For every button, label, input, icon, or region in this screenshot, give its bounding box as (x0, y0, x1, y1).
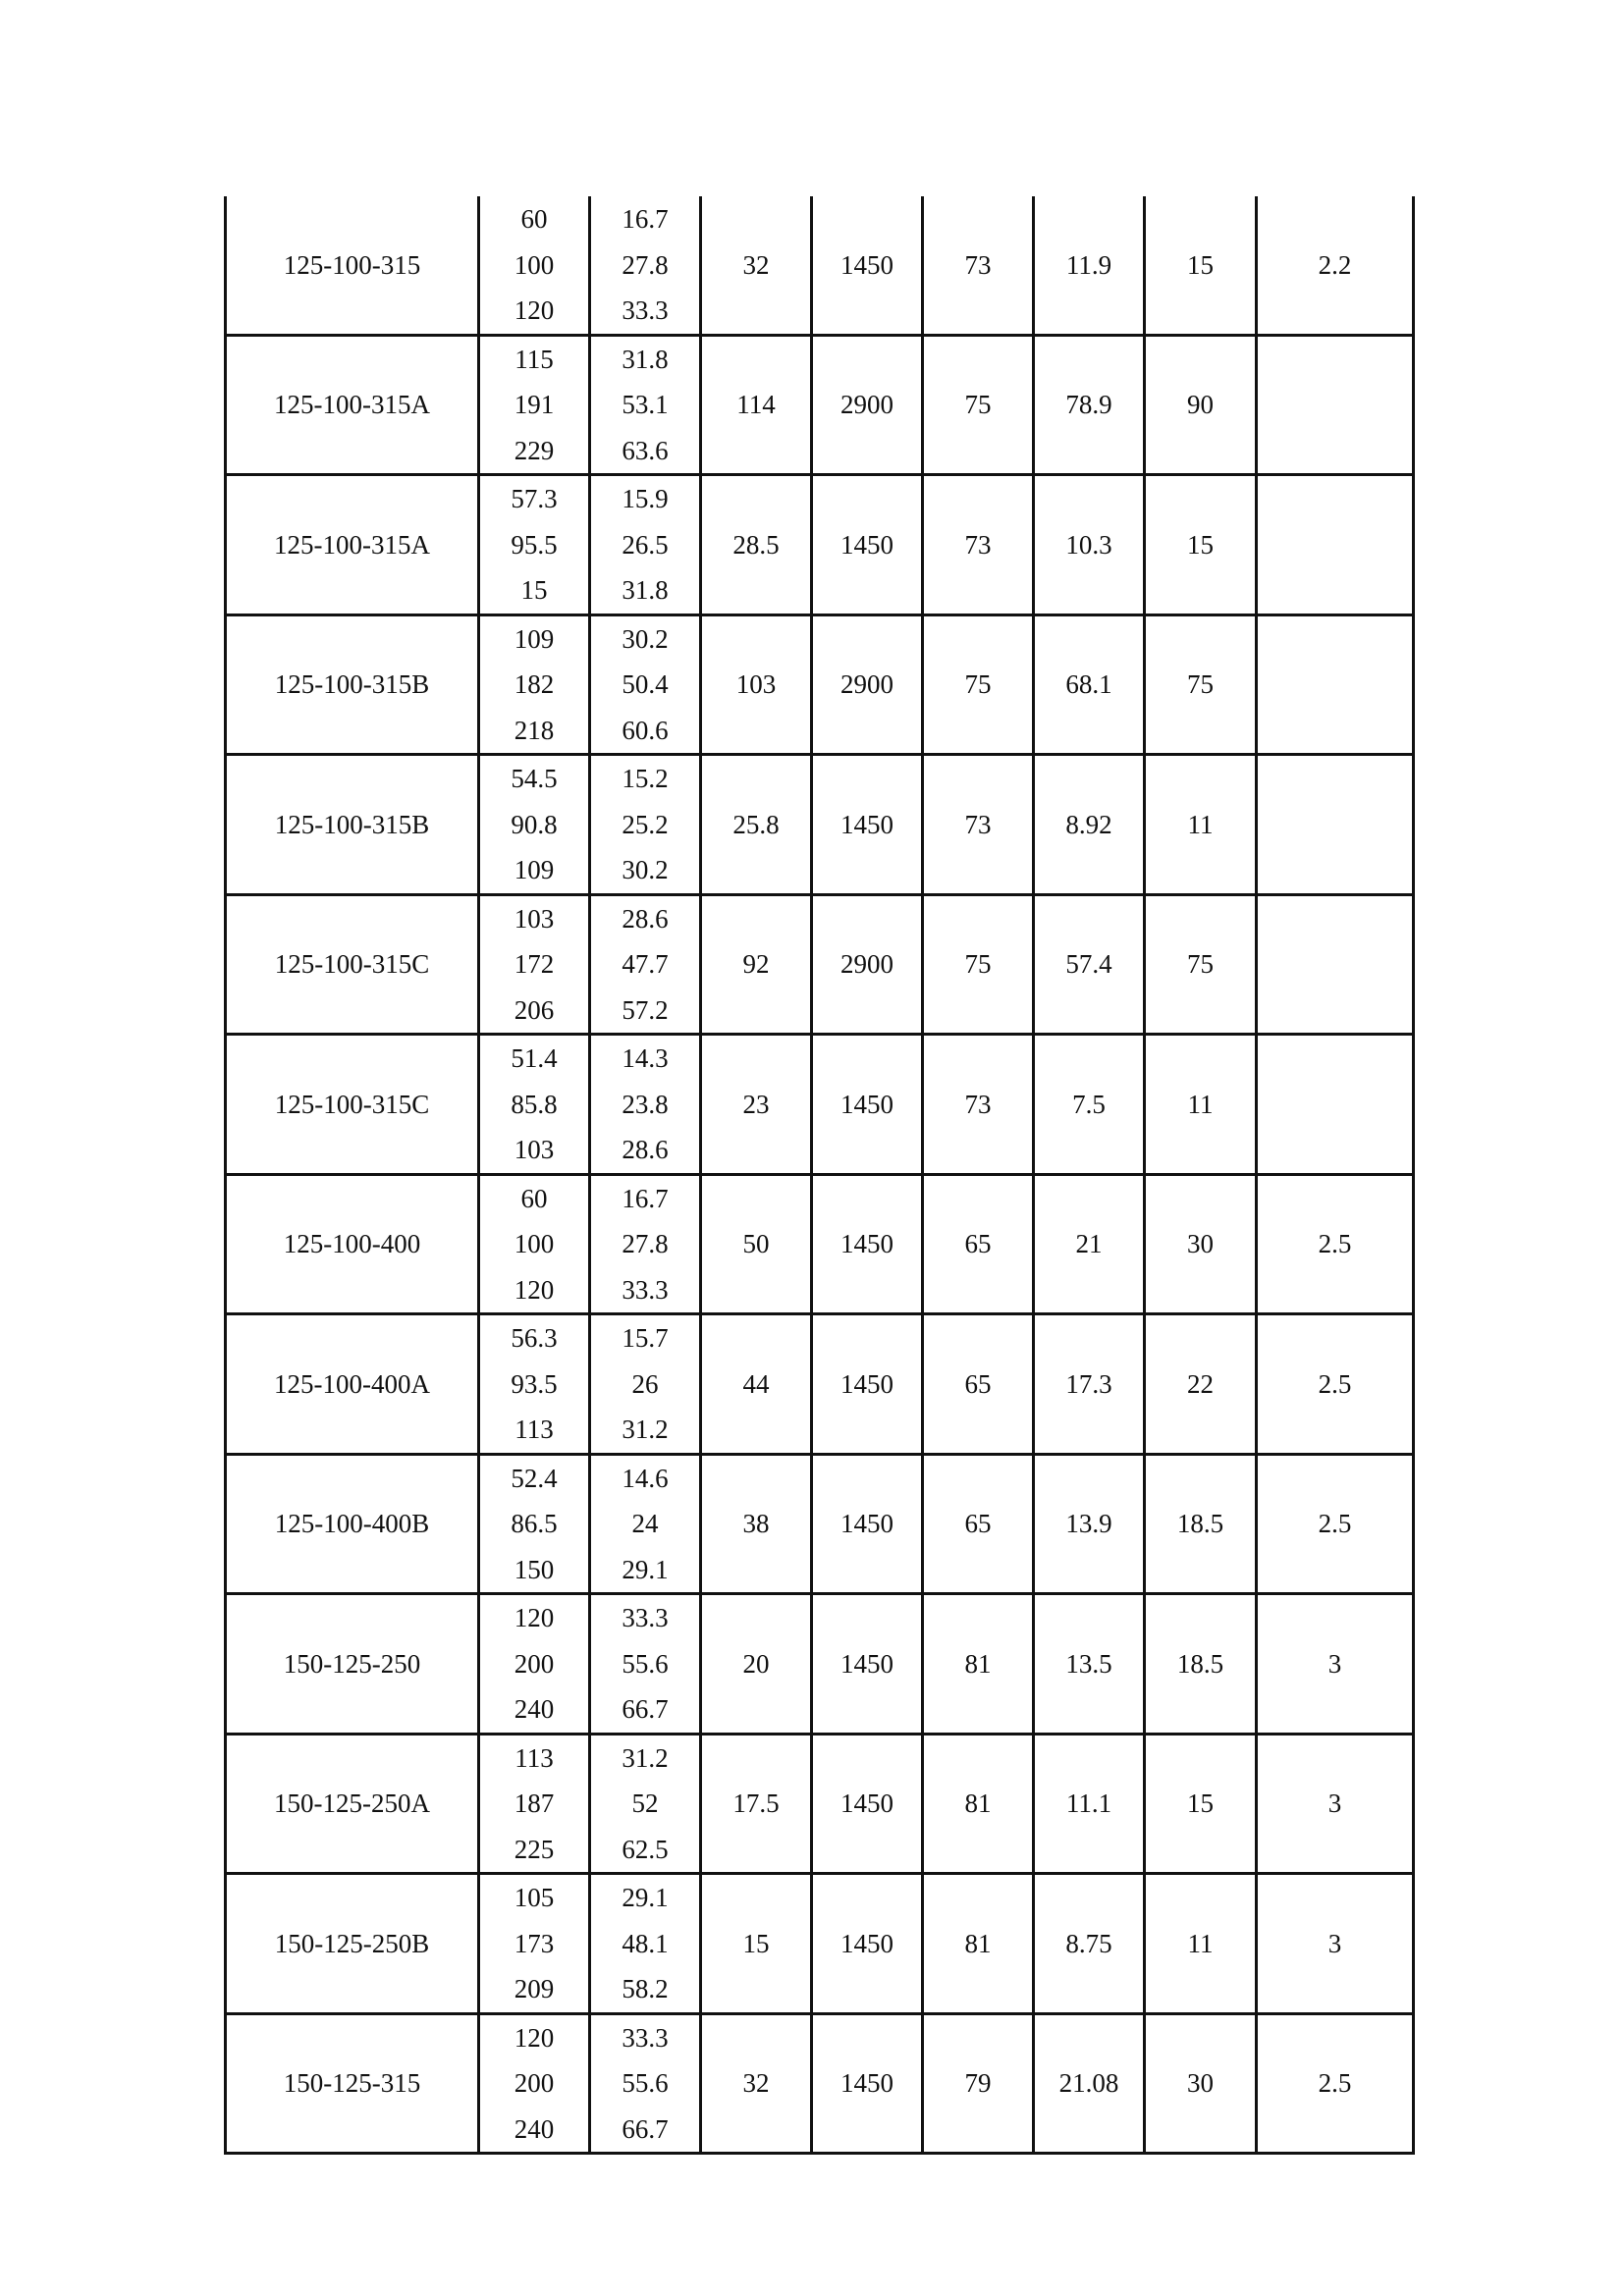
cell-value-line: 105 (514, 1883, 555, 1912)
cell-value-line: 16.7 (622, 1183, 669, 1213)
npsh-cell (1257, 475, 1414, 615)
cell-value-line: 27.8 (622, 1229, 669, 1258)
table-row (226, 1874, 1414, 2014)
npsh-cell (1257, 335, 1414, 475)
flow-secondary-values-cell (590, 1174, 701, 1314)
cell-value-line: 53.1 (622, 390, 669, 419)
model-cell: 125-100-315A (226, 335, 479, 475)
npsh-cell: 2.2 (1257, 196, 1414, 335)
efficiency-cell: 81 (923, 1594, 1034, 1735)
efficiency-cell: 81 (923, 1874, 1034, 2014)
motor-power-cell: 11 (1145, 755, 1257, 895)
cell-value-line: 172 (514, 949, 555, 979)
speed-cell: 1450 (812, 1035, 923, 1175)
flow-values-cell (479, 335, 590, 475)
speed-cell: 2900 (812, 614, 923, 755)
cell-value-line: 86.5 (511, 1509, 558, 1538)
cell-value-line: 31.8 (622, 344, 669, 374)
flow-values-cell (479, 196, 590, 335)
cell-value-line: 31.8 (622, 575, 669, 605)
speed-cell: 2900 (812, 894, 923, 1035)
efficiency-cell: 65 (923, 1174, 1034, 1314)
cell-value-line: 182 (514, 669, 555, 699)
table-row (226, 1454, 1414, 1594)
model-cell: 125-100-400B (226, 1454, 479, 1594)
cell-value-line: 60 (520, 204, 548, 234)
flow-values-cell (479, 1734, 590, 1874)
efficiency-cell: 75 (923, 894, 1034, 1035)
cell-value-line: 30.2 (622, 855, 669, 884)
speed-cell: 1450 (812, 1174, 923, 1314)
npsh-cell: 2.5 (1257, 2013, 1414, 2154)
cell-value-line: 23.8 (622, 1089, 669, 1119)
cell-value-line: 55.6 (622, 2068, 669, 2098)
flow-secondary-values-cell (590, 614, 701, 755)
flow-secondary-values-cell (590, 1454, 701, 1594)
motor-power-cell: 22 (1145, 1314, 1257, 1455)
cell-value-line: 66.7 (622, 1694, 669, 1724)
cell-value-line: 66.7 (622, 2113, 669, 2144)
motor-power-cell: 30 (1145, 1174, 1257, 1314)
flow-values-cell (479, 1174, 590, 1314)
cell-value-line: 29.1 (622, 1554, 669, 1584)
head-cell: 44 (701, 1314, 812, 1455)
cell-value-line: 218 (514, 715, 555, 745)
flow-values-cell (479, 1035, 590, 1175)
shaft-power-cell: 57.4 (1034, 894, 1145, 1035)
model-cell: 150-125-315 (226, 2013, 479, 2154)
cell-value-line: 16.7 (622, 204, 669, 234)
cell-value-line: 103 (514, 1135, 555, 1164)
npsh-cell: 3 (1257, 1874, 1414, 2014)
cell-value-line: 240 (514, 1694, 555, 1724)
cell-value-line: 103 (514, 903, 555, 934)
model-cell: 150-125-250B (226, 1874, 479, 2014)
cell-value-line: 209 (514, 1974, 555, 2003)
table-row (226, 335, 1414, 475)
cell-value-line: 27.8 (622, 249, 669, 280)
cell-value-line: 56.3 (511, 1323, 558, 1353)
speed-cell: 1450 (812, 1454, 923, 1594)
cell-value-line: 52.4 (511, 1463, 558, 1493)
flow-values-cell (479, 475, 590, 615)
flow-values-cell (479, 755, 590, 895)
npsh-cell: 2.5 (1257, 1454, 1414, 1594)
cell-value-line: 26.5 (622, 529, 669, 560)
npsh-cell (1257, 614, 1414, 755)
efficiency-cell: 79 (923, 2013, 1034, 2154)
npsh-cell (1257, 1035, 1414, 1175)
cell-value-line: 120 (514, 1603, 555, 1632)
model-cell: 125-100-315C (226, 894, 479, 1035)
npsh-cell: 3 (1257, 1734, 1414, 1874)
efficiency-cell: 65 (923, 1454, 1034, 1594)
cell-value-line: 15.2 (622, 764, 669, 793)
cell-value-line: 51.4 (511, 1043, 558, 1073)
cell-value-line: 15.9 (622, 484, 669, 513)
flow-secondary-values-cell (590, 335, 701, 475)
table-row (226, 1035, 1414, 1175)
cell-value-line: 52 (631, 1789, 659, 1818)
shaft-power-cell: 13.9 (1034, 1454, 1145, 1594)
cell-value-line: 109 (514, 855, 555, 884)
npsh-cell: 2.5 (1257, 1174, 1414, 1314)
cell-value-line: 150 (514, 1554, 555, 1584)
shaft-power-cell: 7.5 (1034, 1035, 1145, 1175)
efficiency-cell: 73 (923, 755, 1034, 895)
head-cell: 114 (701, 335, 812, 475)
flow-secondary-values-cell (590, 2013, 701, 2154)
flow-secondary-values-cell (590, 1314, 701, 1455)
shaft-power-cell: 11.1 (1034, 1734, 1145, 1874)
cell-value-line: 62.5 (622, 1834, 669, 1864)
cell-value-line: 60.6 (622, 715, 669, 745)
flow-values-cell (479, 614, 590, 755)
cell-value-line: 14.3 (622, 1043, 669, 1073)
flow-values-cell (479, 1314, 590, 1455)
cell-value-line: 33.3 (622, 295, 669, 325)
flow-secondary-values-cell (590, 196, 701, 335)
cell-value-line: 50.4 (622, 669, 669, 699)
cell-value-line: 57.2 (622, 994, 669, 1025)
head-cell: 32 (701, 2013, 812, 2154)
head-cell: 38 (701, 1454, 812, 1594)
cell-value-line: 113 (514, 1415, 554, 1444)
cell-value-line: 30.2 (622, 623, 669, 654)
cell-value-line: 109 (514, 623, 555, 654)
cell-value-line: 28.6 (622, 1135, 669, 1164)
speed-cell: 1450 (812, 475, 923, 615)
cell-value-line: 90.8 (511, 809, 558, 839)
motor-power-cell: 15 (1145, 196, 1257, 335)
motor-power-cell: 90 (1145, 335, 1257, 475)
cell-value-line: 15 (520, 575, 548, 605)
flow-secondary-values-cell (590, 1594, 701, 1735)
motor-power-cell: 75 (1145, 894, 1257, 1035)
motor-power-cell: 11 (1145, 1035, 1257, 1175)
shaft-power-cell: 78.9 (1034, 335, 1145, 475)
motor-power-cell: 11 (1145, 1874, 1257, 2014)
cell-value-line: 225 (514, 1834, 555, 1864)
head-cell: 15 (701, 1874, 812, 2014)
table-row (226, 614, 1414, 755)
speed-cell: 1450 (812, 1734, 923, 1874)
table-row (226, 755, 1414, 895)
motor-power-cell: 30 (1145, 2013, 1257, 2154)
efficiency-cell: 73 (923, 475, 1034, 615)
cell-value-line: 15.7 (622, 1323, 669, 1353)
head-cell: 32 (701, 196, 812, 335)
flow-secondary-values-cell (590, 1734, 701, 1874)
table-row (226, 1734, 1414, 1874)
cell-value-line: 113 (514, 1742, 554, 1773)
cell-value-line: 240 (514, 2113, 555, 2144)
model-cell: 125-100-315 (226, 196, 479, 335)
motor-power-cell: 15 (1145, 1734, 1257, 1874)
model-cell: 125-100-400 (226, 1174, 479, 1314)
flow-values-cell (479, 1874, 590, 2014)
model-cell: 125-100-400A (226, 1314, 479, 1455)
head-cell: 20 (701, 1594, 812, 1735)
cell-value-line: 54.5 (511, 764, 558, 793)
cell-value-line: 25.2 (622, 809, 669, 839)
table-row (226, 1314, 1414, 1455)
model-cell: 125-100-315B (226, 755, 479, 895)
head-cell: 17.5 (701, 1734, 812, 1874)
cell-value-line: 120 (514, 2022, 555, 2053)
cell-value-line: 57.3 (511, 484, 558, 513)
cell-value-line: 33.3 (622, 1603, 669, 1632)
motor-power-cell: 18.5 (1145, 1454, 1257, 1594)
efficiency-cell: 73 (923, 196, 1034, 335)
cell-value-line: 33.3 (622, 1274, 669, 1305)
table-row (226, 2013, 1414, 2154)
efficiency-cell: 65 (923, 1314, 1034, 1455)
cell-value-line: 187 (514, 1789, 555, 1818)
head-cell: 25.8 (701, 755, 812, 895)
npsh-cell: 2.5 (1257, 1314, 1414, 1455)
motor-power-cell: 18.5 (1145, 1594, 1257, 1735)
table-row (226, 1174, 1414, 1314)
speed-cell: 1450 (812, 1314, 923, 1455)
pump-spec-table (224, 196, 1415, 2155)
npsh-cell: 3 (1257, 1594, 1414, 1735)
efficiency-cell: 75 (923, 335, 1034, 475)
shaft-power-cell: 8.75 (1034, 1874, 1145, 2014)
cell-value-line: 95.5 (511, 529, 558, 560)
head-cell: 92 (701, 894, 812, 1035)
speed-cell: 1450 (812, 755, 923, 895)
speed-cell: 1450 (812, 1594, 923, 1735)
flow-secondary-values-cell (590, 1874, 701, 2014)
cell-value-line: 28.6 (622, 903, 669, 934)
flow-values-cell (479, 1594, 590, 1735)
shaft-power-cell: 11.9 (1034, 196, 1145, 335)
cell-value-line: 60 (520, 1183, 548, 1213)
head-cell: 23 (701, 1035, 812, 1175)
table-row (226, 196, 1414, 335)
cell-value-line: 26 (631, 1368, 659, 1399)
table-row (226, 894, 1414, 1035)
cell-value-line: 100 (514, 249, 555, 280)
shaft-power-cell: 21.08 (1034, 2013, 1145, 2154)
model-cell: 150-125-250A (226, 1734, 479, 1874)
speed-cell: 1450 (812, 1874, 923, 2014)
cell-value-line: 55.6 (622, 1648, 669, 1679)
model-cell: 125-100-315B (226, 614, 479, 755)
cell-value-line: 85.8 (511, 1089, 558, 1119)
model-cell: 150-125-250 (226, 1594, 479, 1735)
flow-values-cell (479, 2013, 590, 2154)
npsh-cell (1257, 894, 1414, 1035)
motor-power-cell: 75 (1145, 614, 1257, 755)
cell-value-line: 200 (514, 2068, 555, 2098)
cell-value-line: 93.5 (511, 1368, 558, 1399)
cell-value-line: 229 (514, 435, 555, 465)
shaft-power-cell: 17.3 (1034, 1314, 1145, 1455)
table-body (226, 196, 1414, 2154)
cell-value-line: 48.1 (622, 1928, 669, 1958)
flow-secondary-values-cell (590, 475, 701, 615)
head-cell: 28.5 (701, 475, 812, 615)
shaft-power-cell: 21 (1034, 1174, 1145, 1314)
shaft-power-cell: 8.92 (1034, 755, 1145, 895)
flow-secondary-values-cell (590, 755, 701, 895)
efficiency-cell: 75 (923, 614, 1034, 755)
cell-value-line: 200 (514, 1648, 555, 1679)
cell-value-line: 191 (514, 390, 555, 419)
flow-secondary-values-cell (590, 894, 701, 1035)
flow-values-cell (479, 1454, 590, 1594)
cell-value-line: 120 (514, 295, 555, 325)
cell-value-line: 14.6 (622, 1463, 669, 1493)
speed-cell: 1450 (812, 196, 923, 335)
flow-values-cell (479, 894, 590, 1035)
cell-value-line: 206 (514, 994, 555, 1025)
head-cell: 50 (701, 1174, 812, 1314)
model-cell: 125-100-315C (226, 1035, 479, 1175)
cell-value-line: 31.2 (622, 1742, 669, 1773)
head-cell: 103 (701, 614, 812, 755)
cell-value-line: 24 (631, 1509, 659, 1538)
motor-power-cell: 15 (1145, 475, 1257, 615)
shaft-power-cell: 13.5 (1034, 1594, 1145, 1735)
model-cell: 125-100-315A (226, 475, 479, 615)
cell-value-line: 63.6 (622, 435, 669, 465)
cell-value-line: 33.3 (622, 2022, 669, 2053)
speed-cell: 2900 (812, 335, 923, 475)
efficiency-cell: 81 (923, 1734, 1034, 1874)
cell-value-line: 115 (514, 344, 554, 374)
cell-value-line: 173 (514, 1928, 555, 1958)
shaft-power-cell: 10.3 (1034, 475, 1145, 615)
npsh-cell (1257, 755, 1414, 895)
cell-value-line: 120 (514, 1274, 555, 1305)
table-row (226, 1594, 1414, 1735)
flow-secondary-values-cell (590, 1035, 701, 1175)
cell-value-line: 100 (514, 1229, 555, 1258)
table-row (226, 475, 1414, 615)
cell-value-line: 47.7 (622, 949, 669, 979)
efficiency-cell: 73 (923, 1035, 1034, 1175)
cell-value-line: 31.2 (622, 1415, 669, 1444)
cell-value-line: 29.1 (622, 1883, 669, 1912)
cell-value-line: 58.2 (622, 1974, 669, 2003)
shaft-power-cell: 68.1 (1034, 614, 1145, 755)
speed-cell: 1450 (812, 2013, 923, 2154)
